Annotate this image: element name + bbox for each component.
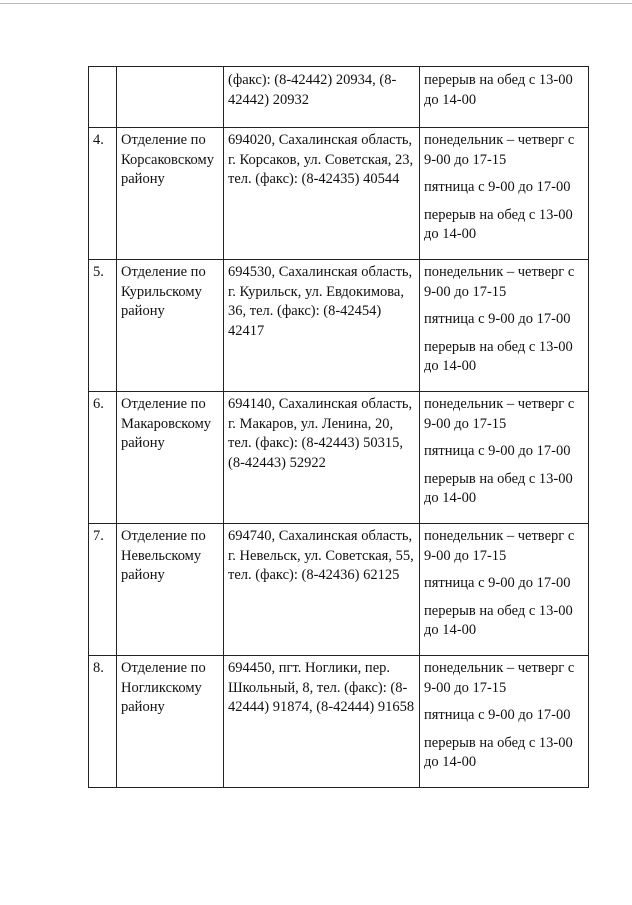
branch-address-cell: 694020, Сахалинская область, г. Корсаков, ул. Советская, 23, тел. (факс): (8-42435) 40544: [224, 128, 420, 260]
branch-address-cell: 694530, Сахалинская область, г. Курильск, ул. Евдокимова, 36, тел. (факс): (8-42454) 42417: [224, 260, 420, 392]
row-number-cell: 4.: [89, 128, 117, 260]
branch-address-cell: 694450, пгт. Ноглики, пер. Школьный, 8, тел. (факс): (8-42444) 91874, (8-42444) 91658: [224, 656, 420, 788]
table-row: [89, 392, 589, 524]
friday-hours-text: пятница с 9-00 до 17-00: [424, 443, 571, 459]
row-number-cell: [89, 67, 117, 128]
weekday-hours-text: понедельник – четверг с 9-00 до 17-15: [424, 132, 575, 168]
weekday-hours-text: понедельник – четверг с 9-00 до 17-15: [424, 264, 575, 300]
friday-hours-text: пятница с 9-00 до 17-00: [424, 575, 571, 591]
branch-name-cell: Отделение по Макаровскому району: [117, 392, 224, 524]
working-hours-cell: [420, 656, 589, 788]
row-number-cell: 5.: [89, 260, 117, 392]
row-number-cell: 7.: [89, 524, 117, 656]
branch-name-cell: Отделение по Невельскому району: [117, 524, 224, 656]
lunch-break-text: перерыв на обед с 13-00 до 14-00: [424, 470, 573, 506]
branch-schedule-table: [88, 66, 589, 788]
lunch-break-text: перерыв на обед с 13-00 до 14-00: [424, 72, 573, 108]
working-hours-cell: [420, 524, 589, 656]
weekday-hours-text: понедельник – четверг с 9-00 до 17-15: [424, 528, 575, 564]
branch-name-cell: Отделение по Курильскому району: [117, 260, 224, 392]
working-hours-cell: [420, 392, 589, 524]
friday-hours-text: пятница с 9-00 до 17-00: [424, 179, 571, 195]
friday-hours-text: пятница с 9-00 до 17-00: [424, 311, 571, 327]
friday-hours-text: пятница с 9-00 до 17-00: [424, 707, 571, 723]
top-scan-line: [0, 3, 632, 4]
branch-address-cell: (факс): (8-42442) 20934, (8-42442) 20932: [224, 67, 420, 128]
branch-name-cell: Отделение по Корсаковскому району: [117, 128, 224, 260]
branch-address-cell: 694140, Сахалинская область, г. Макаров, ул. Ленина, 20, тел. (факс): (8-42443) 50315, (8-42443) 52922: [224, 392, 420, 524]
weekday-hours-text: понедельник – четверг с 9-00 до 17-15: [424, 660, 575, 696]
branch-name-cell: [117, 67, 224, 128]
table-row: [89, 128, 589, 260]
table-row: [89, 524, 589, 656]
row-number-cell: 8.: [89, 656, 117, 788]
lunch-break-text: перерыв на обед с 13-00 до 14-00: [424, 338, 573, 374]
table-row-continued: [89, 67, 589, 128]
working-hours-cell: [420, 128, 589, 260]
working-hours-cell: [420, 260, 589, 392]
table-row: [89, 656, 589, 788]
working-hours-cell: [420, 67, 589, 128]
table-row: [89, 260, 589, 392]
weekday-hours-text: понедельник – четверг с 9-00 до 17-15: [424, 396, 575, 432]
lunch-break-text: перерыв на обед с 13-00 до 14-00: [424, 602, 573, 638]
row-number-cell: 6.: [89, 392, 117, 524]
lunch-break-text: перерыв на обед с 13-00 до 14-00: [424, 734, 573, 770]
branch-name-cell: Отделение по Ногликскому району: [117, 656, 224, 788]
lunch-break-text: перерыв на обед с 13-00 до 14-00: [424, 206, 573, 242]
branch-address-cell: 694740, Сахалинская область, г. Невельск, ул. Советская, 55, тел. (факс): (8-42436) 62125: [224, 524, 420, 656]
